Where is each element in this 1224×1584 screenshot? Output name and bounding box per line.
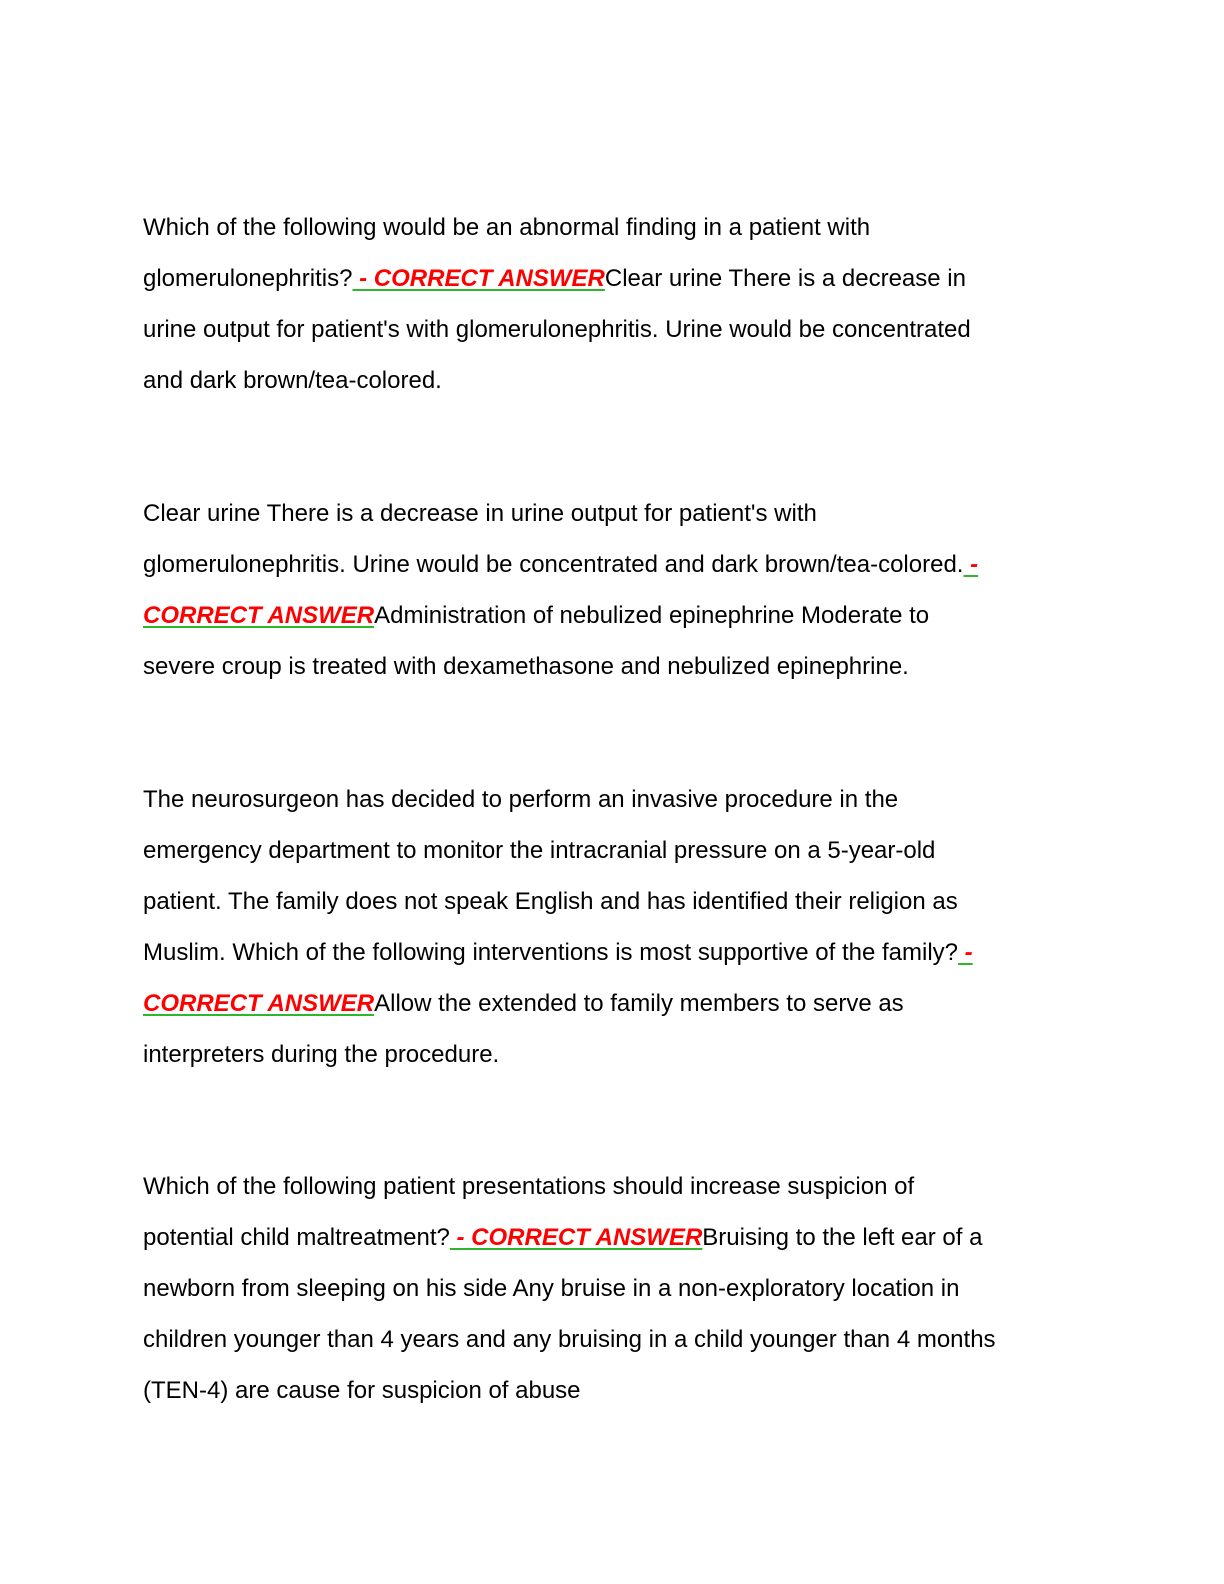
text-line: severe croup is treated with dexamethasone and nebulized epinephrine. [143,653,909,680]
qa-item-4 [143,1161,1073,1416]
text-line: emergency department to monitor the intracranial pressure on a 5-year-old [143,837,936,864]
correct-answer-marker-dash: - [963,551,979,578]
qa-item-3 [143,774,1073,1080]
text-line [143,927,1073,978]
text-line: children younger than 4 years and any bruising in a child younger than 4 months [143,1326,996,1353]
text-line: Which of the following patient presentations should increase suspicion of [143,1173,915,1200]
answer-text: Clear urine There is a decrease in [604,265,966,292]
question-text: potential child maltreatment? [143,1224,450,1251]
correct-answer-marker-label: CORRECT ANSWER [143,602,375,629]
correct-answer-marker: - CORRECT ANSWER [352,265,605,292]
text-line [143,539,1073,590]
question-text: glomerulonephritis? [143,265,353,292]
text-line [143,978,1073,1029]
text-line [143,590,1073,641]
text-line: (TEN-4) are cause for suspicion of abuse [143,1377,581,1404]
text-line: Which of the following would be an abnormal finding in a patient with [143,214,871,241]
correct-answer-marker: - CORRECT ANSWER [449,1224,703,1251]
correct-answer-marker-label: CORRECT ANSWER [143,990,375,1017]
answer-text: Administration of nebulized epinephrine Moderate to [374,602,930,629]
text-line: and dark brown/tea-colored. [143,367,442,394]
text-line: Clear urine There is a decrease in urine output for patient's with [143,500,817,527]
text-line: newborn from sleeping on his side Any bruise in a non-exploratory location in [143,1275,960,1302]
text-line: The neurosurgeon has decided to perform an invasive procedure in the [143,786,899,813]
question-text: glomerulonephritis. Urine would be concentrated and dark brown/tea-colored. [143,551,964,578]
text-line: patient. The family does not speak English and has identified their religion as [143,888,958,915]
question-text: Muslim. Which of the following interventions is most supportive of the family? [143,939,959,966]
correct-answer-marker-dash: - [958,939,973,966]
text-line [143,1212,1073,1263]
text-line [143,253,1073,304]
answer-text: Allow the extended to family members to serve as [374,990,904,1017]
qa-item-1 [143,202,1073,406]
answer-text: Bruising to the left ear of a [702,1224,983,1251]
qa-item-2 [143,488,1073,692]
text-line: urine output for patient's with glomerulonephritis. Urine would be concentrated [143,316,971,343]
text-line: interpreters during the procedure. [143,1041,500,1068]
